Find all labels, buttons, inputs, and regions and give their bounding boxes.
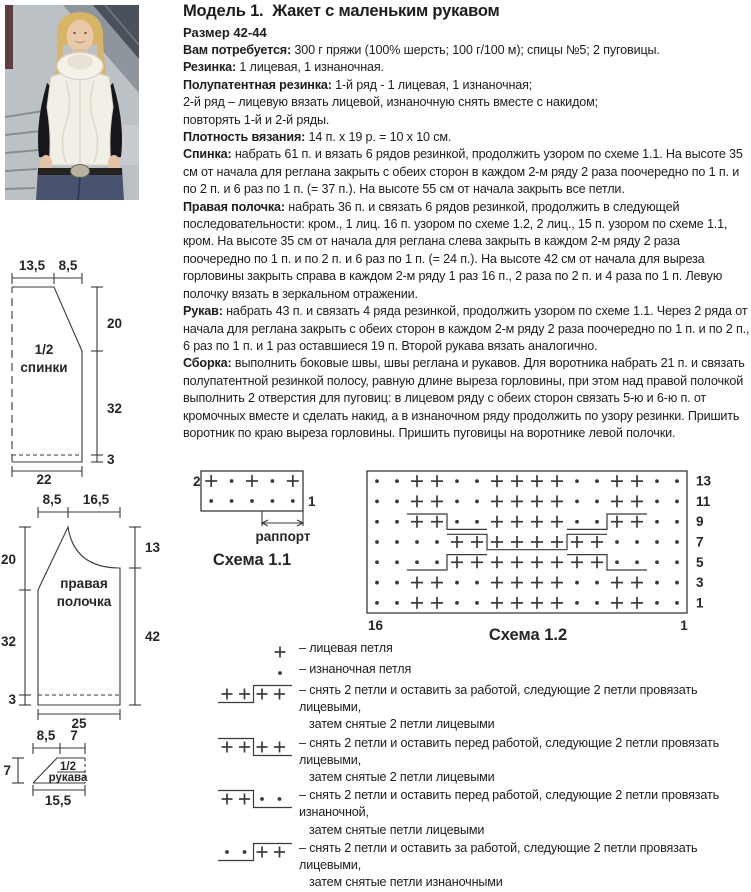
chart-1-1-row-label-1: 1 (308, 494, 316, 509)
legend-item (181, 787, 749, 839)
back-piece-diagram (0, 243, 180, 487)
instruction-label: Сборка: (183, 356, 235, 371)
cable-symbol-icon (181, 840, 299, 863)
model-photo-illustration (5, 5, 139, 200)
instruction-paragraph: 2-й ряд – лицевую вязать лицевой, изнаночную снять вместе с накидом; (183, 95, 598, 110)
sleeve-dim-top-right: 7 (70, 728, 78, 743)
sleeve-piece-label: 1/2 (60, 761, 76, 773)
chart-1-2-row-label: 13 (696, 473, 712, 489)
model-photo (5, 5, 139, 200)
chart-1-2-row-label: 1 (696, 595, 704, 611)
legend-item (181, 840, 749, 892)
legend-item (181, 682, 749, 734)
chart-1-2-row-label: 5 (696, 554, 704, 570)
rapport-bracket (262, 511, 303, 526)
legend-item (181, 735, 749, 787)
instruction-paragraph: Плотность вязания: 14 п. х 19 р. = 10 х 10 см. (183, 130, 452, 145)
legend-item (181, 640, 749, 661)
instruction-paragraphs (183, 42, 750, 442)
chart-1-2-row-labels (696, 474, 712, 611)
sleeve-dim-left: 7 (3, 763, 11, 778)
back-dim-right-mid: 32 (107, 401, 123, 416)
chart-1-2-row-label: 9 (696, 514, 704, 530)
back-dim-right-top: 20 (107, 316, 123, 331)
back-dim-top-left: 13,5 (18, 258, 46, 273)
cable-symbol-icon (181, 787, 299, 810)
front-dim-top-left: 8,5 (42, 492, 62, 507)
rapport-label: раппорт (255, 529, 311, 544)
size-line: Размер 42-44 (183, 25, 267, 40)
legend-item-text: – изнаночная петля (299, 662, 412, 676)
front-piece-label2: полочка (56, 594, 112, 609)
chart-1-1-caption: Схема 1.1 (212, 551, 292, 569)
back-dim-bottom: 22 (36, 472, 52, 487)
instruction-paragraph: Полупатентная резинка: 1-й ряд - 1 лицевая, 1 изнаночная; (183, 77, 533, 92)
front-dim-top-right: 16,5 (82, 492, 110, 507)
instruction-label: Плотность вязания: (183, 130, 309, 145)
front-dim-bottom: 25 (71, 716, 87, 731)
back-piece-label2: спинки (20, 360, 68, 375)
stitch-chart-1-1 (186, 462, 361, 576)
sleeve-dim-top-left: 8,5 (36, 728, 56, 743)
front-dim-left-top: 20 (0, 552, 16, 567)
front-dim-left-bot: 3 (8, 692, 16, 707)
legend-item-text: – снять 2 петли и оставить за работой, следующие 2 петли провязать лицевыми, затем снятые петли изнаночными (299, 840, 698, 890)
instruction-paragraph: Правая полочка: набрать 36 п. и связать 6 рядов резинкой, продолжить в следующей последовательности: кром., 1 лиц. 16 п. узором по схеме 1.2, 2 лиц., 15 п. узором по схеме 1.1, кром. На высоте 35 см от начала для реглана слева закрыть в каждом 2-м ряду 2 раза поочередно по 1 п. и по 2 п. и 6 раз по 1 п. (= 24 п.). На высоте 42 см от начала для выреза горловины закрыть справа в каждом 2-м ряду 1 раз 16 п., 2 раза по 2 п. и 4 раза по 1 п. Левую полочку вязать в зеркальном отражении. (183, 199, 728, 301)
instruction-label: Рукав: (183, 304, 227, 319)
instruction-column (183, 2, 750, 442)
sleeve-dim-bottom: 15,5 (44, 793, 72, 808)
sleeve-piece-label2: рукава (48, 772, 88, 784)
instruction-paragraph: Сборка: выполнить боковые швы, швы реглана и рукавов. Для воротника набрать 21 п. и связать полупатентной резинкой полосу, равную длине выреза горловины, при этом над правой полочкой выполнить 2 отверстия для пуговиц: в лицевом ряду с обеих сторон связать 5-ю и 6-ю п. от кромочных вместе и сделать накид, а в изнаночном ряду продолжить по узору резинки. Пришить воротник по краю выреза горловины. Пришить пуговицы на воротнике левой полочки. (183, 356, 745, 440)
instruction-paragraph: Резинка: 1 лицевая, 1 изнаночная. (183, 60, 384, 75)
instruction-label: Вам потребуется: (183, 43, 295, 57)
front-dim-left-mid: 32 (0, 634, 16, 649)
instruction-label: Резинка: (183, 60, 240, 75)
cable-symbol-icon (181, 735, 299, 758)
instruction-label: Правая полочка: (183, 199, 289, 214)
chart-1-1-row-label-2: 2 (193, 474, 201, 489)
chart-1-2-col-label-1: 1 (680, 618, 688, 633)
front-dim-right-top: 13 (145, 540, 161, 555)
chart-1-2-col-label-16: 16 (368, 618, 384, 633)
legend-item-text: – лицевая петля (299, 641, 393, 655)
symbol-legend (181, 640, 749, 892)
sleeve-piece-diagram (0, 723, 180, 817)
chart-1-2-caption: Схема 1.2 (488, 626, 568, 644)
front-piece-label: правая (60, 576, 108, 591)
instruction-label: Полупатентная резинка: (183, 77, 336, 92)
legend-item-text: – снять 2 петли и оставить перед работой, следующие 2 петли провязать лицевыми, затем снятые 2 петли лицевыми (299, 735, 720, 785)
instruction-paragraph: повторять 1-й и 2-й ряды. (183, 112, 330, 127)
legend-item-text: – снять 2 петли и оставить перед работой, следующие 2 петли провязать изнаночной, затем снятые петли лицевыми (299, 788, 720, 837)
back-piece-label: 1/2 (34, 342, 54, 357)
stitch-chart-1-2 (362, 464, 751, 644)
chart-1-2-row-label: 3 (696, 575, 704, 591)
chart-1-2-row-label: 11 (696, 493, 711, 509)
chart-1-2-symbols (375, 475, 679, 609)
back-dim-right-bot: 3 (107, 452, 115, 467)
instruction-label: Спинка: (183, 147, 235, 162)
chart-1-2-row-label: 7 (696, 534, 704, 550)
purl-stitch-icon (181, 661, 299, 684)
front-dim-right-bot: 42 (145, 629, 161, 644)
front-piece-diagram (0, 471, 180, 733)
knit-stitch-icon (181, 640, 299, 663)
legend-item-text: – снять 2 петли и оставить за работой, следующие 2 петли провязать лицевыми, затем снятые 2 петли лицевыми (299, 683, 698, 732)
instruction-paragraph: Рукав: набрать 43 п. и связать 4 ряда резинкой, продолжить узором по схеме 1.1. Через 2 ряда от начала для реглана закрыть с обеих сторон в каждом 2-м ряду 2 раза поочередно по 1 п. и по 2 п., 6 раз по 1 п. и 1 раз оставшиеся 19 п. Второй рукава вязать аналогично. (183, 304, 750, 353)
legend-item (181, 661, 749, 682)
chart-1-1-symbols (205, 475, 299, 503)
cable-symbol-icon (181, 682, 299, 705)
instruction-paragraph: Спинка: набрать 61 п. и вязать 6 рядов резинкой, продолжить узором по схеме 1.1. На высоте 35 см от начала для реглана закрыть с обеих сторон в каждом 2-м ряду 2 раза поочередно по 1 п. и по 2 п. и 6 раз по 1 п. (= 37 п.). На высоте 55 см от начала закрыть все петли. (183, 147, 743, 197)
instruction-paragraph: Вам потребуется: 300 г пряжи (100% шерсть; 100 г/100 м); спицы №5; 2 пуговицы. (183, 43, 660, 57)
back-dim-top-right: 8,5 (58, 258, 78, 273)
page-title: Модель 1. Жакет с маленьким рукавом (183, 2, 500, 20)
